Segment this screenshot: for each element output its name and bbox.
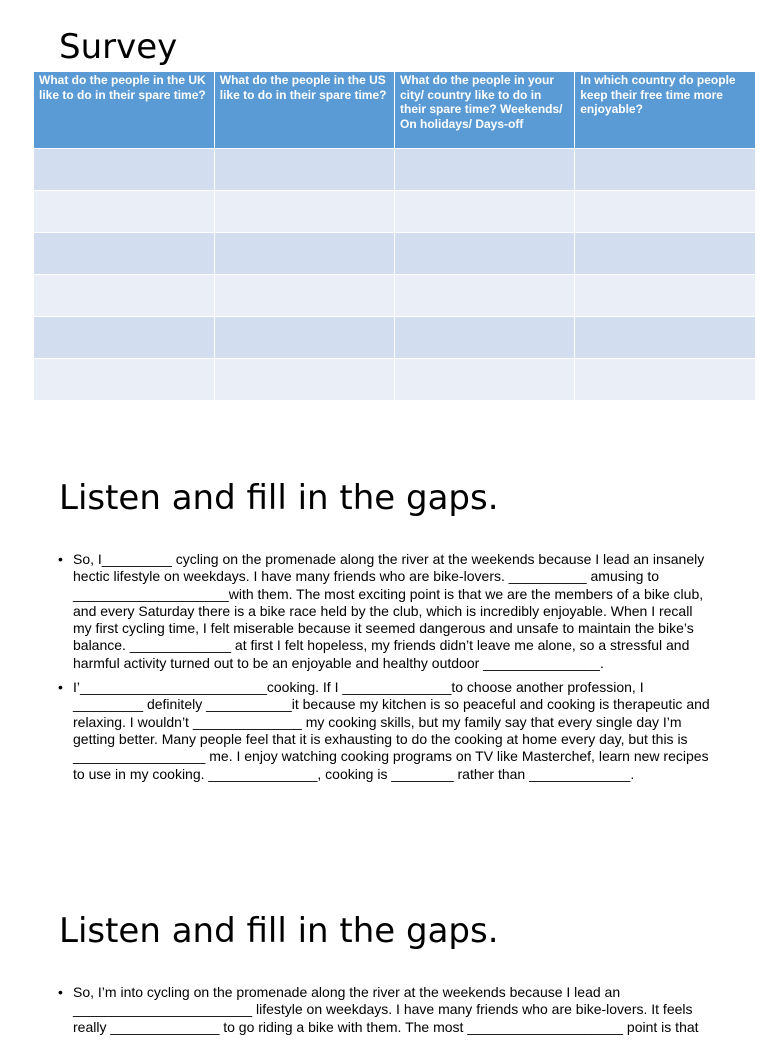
survey-column-header: What do the people in your city/ country like to do in their spare time? Weekends/ On holidays/ Days-off — [395, 72, 575, 149]
list-item — [58, 551, 714, 672]
survey-cell[interactable] — [34, 191, 214, 233]
survey-cell[interactable] — [575, 149, 755, 191]
gap-fill-list — [58, 984, 714, 1043]
survey-cell[interactable] — [575, 233, 755, 275]
survey-column-header: In which country do people keep their free time more enjoyable? — [575, 72, 755, 149]
survey-cell[interactable] — [395, 317, 575, 359]
survey-cell[interactable] — [575, 317, 755, 359]
survey-cell[interactable] — [34, 317, 214, 359]
section-title: Listen and fill in the gaps. — [59, 478, 499, 518]
gap-fill-list — [58, 551, 714, 790]
survey-cell[interactable] — [34, 275, 214, 317]
survey-cell[interactable] — [214, 317, 394, 359]
survey-cell[interactable] — [395, 191, 575, 233]
survey-cell[interactable] — [214, 149, 394, 191]
survey-header-row — [34, 72, 755, 149]
survey-cell[interactable] — [214, 275, 394, 317]
survey-column-header: What do the people in the UK like to do in their spare time? — [34, 72, 214, 149]
survey-cell[interactable] — [575, 359, 755, 401]
survey-cell[interactable] — [395, 233, 575, 275]
bullet-icon: • — [58, 984, 63, 1000]
survey-row — [34, 275, 755, 317]
survey-row — [34, 233, 755, 275]
paragraph-text: So, I’m into cycling on the promenade along the river at the weekends because I lead an _______________________ lifestyle on weekdays. I have many friends who are bike-lovers. It feels really ______________ to go riding a bike with them. The most ____________________ point is that — [73, 984, 699, 1035]
survey-cell[interactable] — [395, 275, 575, 317]
survey-cell[interactable] — [34, 359, 214, 401]
survey-row — [34, 317, 755, 359]
survey-cell[interactable] — [34, 233, 214, 275]
survey-cell[interactable] — [214, 233, 394, 275]
paragraph-text: I’________________________cooking. If I ______________to choose another profession, I _________ definitely ___________it because my kitchen is so peaceful and cooking is therapeutic and relaxing. I wouldn’t ______________ my cooking skills, but my family say that every single day I’m getting better. Many people feel that it is exhausting to do the cooking at home every day, but this is _________________ me. I enjoy watching cooking programs on TV like Masterchef, learn new recipes to use in my cooking. ______________, cooking is ________ rather than _____________. — [73, 679, 710, 782]
survey-row — [34, 149, 755, 191]
survey-row — [34, 359, 755, 401]
survey-cell[interactable] — [214, 191, 394, 233]
survey-cell[interactable] — [575, 275, 755, 317]
paragraph-text: So, I_________ cycling on the promenade along the river at the weekends because I lead an insanely hectic lifestyle on weekdays. I have many friends who are bike-lovers. __________ amusing to ____________________with them. The most exciting point is that we are the members of a bike club, and every Saturday there is a bike race held by the club, which is incredibly enjoyable. When I recall my first cycling time, I felt miserable because it seemed dangerous and unsafe to maintain the bike’s balance. _____________ at first I felt hopeless, my friends didn’t leave me alone, so a stressful and harmful activity turned out to be an enjoyable and healthy outdoor _______________. — [73, 551, 705, 671]
survey-title: Survey — [59, 27, 178, 67]
list-item — [58, 679, 714, 783]
section-title: Listen and fill in the gaps. — [59, 911, 499, 951]
survey-cell[interactable] — [214, 359, 394, 401]
survey-cell[interactable] — [395, 359, 575, 401]
survey-column-header: What do the people in the US like to do in their spare time? — [214, 72, 394, 149]
survey-table — [34, 72, 755, 400]
survey-cell[interactable] — [395, 149, 575, 191]
list-item — [58, 984, 714, 1036]
bullet-icon: • — [58, 551, 63, 567]
survey-cell[interactable] — [34, 149, 214, 191]
bullet-icon: • — [58, 679, 63, 696]
survey-cell[interactable] — [575, 191, 755, 233]
survey-row — [34, 191, 755, 233]
